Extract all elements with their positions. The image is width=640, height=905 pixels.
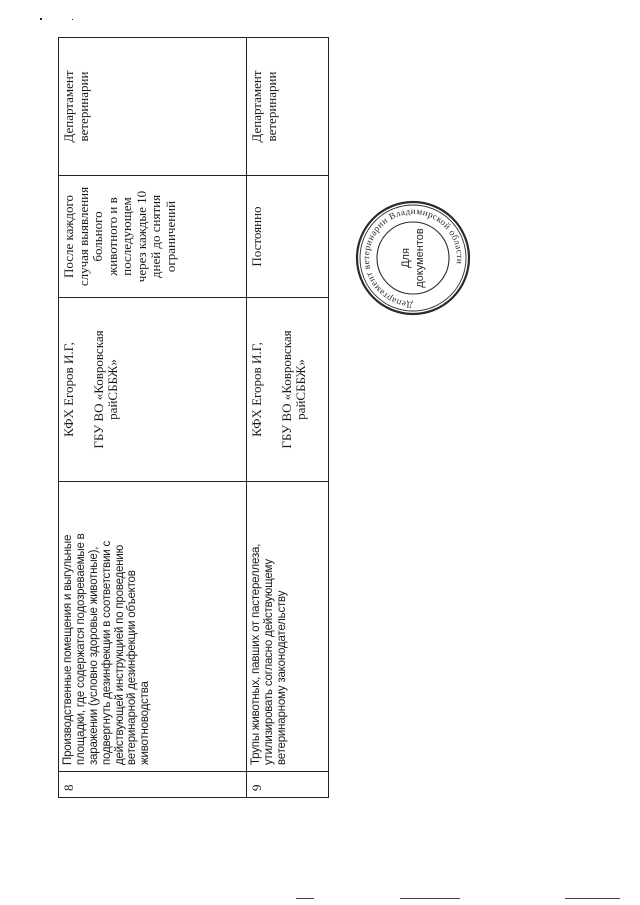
table-row <box>59 38 247 798</box>
stamp-center-line-2: документов <box>414 228 426 288</box>
table-row <box>247 38 329 798</box>
stamp-ring-text: Департамент ветеринарии Владимирской области <box>360 205 466 311</box>
row-number: 9 <box>247 772 329 798</box>
responsible-cell <box>59 298 247 482</box>
stamp-center-line-1: Для <box>400 248 412 268</box>
term-text: После каждого случая выявления больного животного и в последующем через каждые 10 дней до снятия ограничений <box>59 176 247 298</box>
responsible-cell <box>247 298 329 482</box>
responsible-farm: КФХ Егоров И.Г, <box>249 342 264 437</box>
executor-text: Департамент ветеринарии <box>59 38 247 176</box>
responsible-institution: ГБУ ВО «Ковровская райСББЖ» <box>90 330 121 449</box>
measure-text: Трупы животных, павших от пастереллеза, утилизировать согласно действующему ветеринарному законодательству <box>247 482 329 772</box>
executor-text: Департамент ветеринарии <box>247 38 329 176</box>
measure-text: Производственные помещения и выгульные площадки, где содержатся подозреваемые в заражении (условно здоровые животные), подвергнуть дезинфекции в соответствии с действующей инструкцией по проведению ветеринарной дезинфекции объектов животноводства <box>59 482 247 772</box>
scan-mark <box>296 898 314 899</box>
scan-speck <box>40 18 42 20</box>
official-stamp <box>350 198 476 318</box>
row-number: 8 <box>59 772 247 798</box>
stamp-icon <box>350 198 476 318</box>
responsible-farm: КФХ Егоров И.Г, <box>61 342 76 437</box>
measures-table <box>58 37 329 798</box>
responsible-institution: ГБУ ВО «Ковровская райСББЖ» <box>278 330 309 449</box>
scan-mark <box>400 898 460 899</box>
scan-speck <box>72 19 73 20</box>
term-text: Постоянно <box>247 176 329 298</box>
scan-mark <box>565 898 620 899</box>
rotated-document-page <box>58 38 328 798</box>
